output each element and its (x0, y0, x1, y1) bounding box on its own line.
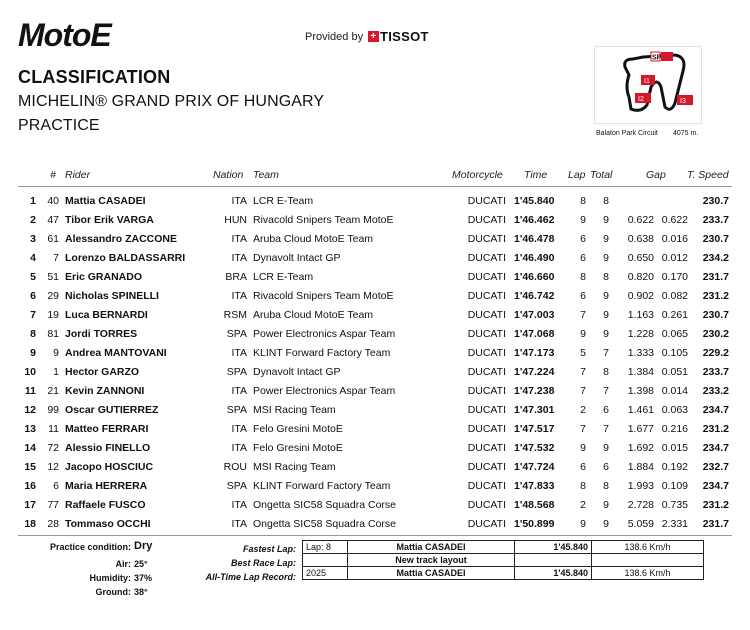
total-laps: 9 (603, 233, 609, 245)
top-speed: 230.2 (702, 328, 729, 340)
rider-number: 19 (47, 309, 59, 321)
position: 9 (30, 347, 36, 359)
col-header-lap: Lap (568, 169, 586, 181)
lap-time: 1'47.833 (514, 480, 555, 492)
rider-name: Alessio FINELLO (65, 442, 151, 454)
best-lap: 8 (580, 271, 586, 283)
rider-number: 1 (53, 366, 59, 378)
position: 11 (24, 385, 36, 397)
best-race-lap-note: New track layout (348, 554, 515, 567)
rider-name: Nicholas SPINELLI (65, 290, 159, 302)
circuit-name: Balaton Park Circuit (596, 130, 658, 137)
total-laps: 6 (603, 404, 609, 416)
top-speed: 230.7 (702, 309, 729, 321)
position: 17 (24, 499, 36, 511)
table-row (0, 382, 750, 401)
total-laps: 9 (603, 518, 609, 530)
fastest-lap-label: Fastest Lap: (242, 544, 296, 554)
fastest-lap-time: 1'45.840 (515, 541, 592, 554)
best-lap: 6 (580, 290, 586, 302)
gap-previous: 0.065 (661, 328, 688, 340)
team-name: Dynavolt Intact GP (253, 366, 341, 378)
practice-condition-value: Dry (134, 540, 153, 552)
motorcycle: DUCATI (467, 271, 506, 283)
rider-name: Hector GARZO (65, 366, 140, 378)
nation: ITA (231, 233, 247, 245)
team-name: KLINT Forward Factory Team (253, 480, 391, 492)
team-name: Rivacold Snipers Team MotoE (253, 290, 394, 302)
top-speed: 232.7 (702, 461, 729, 473)
motorcycle: DUCATI (467, 480, 506, 492)
top-speed: 234.7 (702, 480, 729, 492)
rider-name: Lorenzo BALDASSARRI (65, 252, 186, 264)
rider-name: Tibor Erik VARGA (65, 214, 154, 226)
rider-name: Luca BERNARDI (65, 309, 148, 321)
team-name: Ongetta SIC58 Squadra Corse (253, 499, 397, 511)
nation: SPA (226, 328, 247, 340)
sponsor-logo (368, 29, 429, 44)
nation: ITA (231, 423, 247, 435)
gap-first: 1.398 (627, 385, 654, 397)
nation: ITA (231, 347, 247, 359)
team-name: Power Electronics Aspar Team (253, 328, 396, 340)
nation: ROU (223, 461, 247, 473)
fastest-lap-rider: Mattia CASADEI (348, 541, 515, 554)
track-outline-icon (595, 47, 701, 123)
motorcycle: DUCATI (467, 214, 506, 226)
lap-time: 1'50.899 (514, 518, 555, 530)
rider-number: 11 (48, 423, 59, 435)
best-race-lap-time (515, 554, 592, 567)
table-row (0, 477, 750, 496)
lap-time: 1'47.173 (514, 347, 555, 359)
lap-time: 1'46.462 (514, 214, 555, 226)
best-lap: 6 (580, 233, 586, 245)
table-row (0, 439, 750, 458)
lap-time: 1'47.532 (514, 442, 555, 454)
motorcycle: DUCATI (467, 499, 506, 511)
gap-first: 1.692 (627, 442, 654, 454)
gap-previous: 0.735 (661, 499, 688, 511)
circuit-map (594, 46, 702, 124)
gap-previous: 0.192 (661, 461, 688, 473)
fastest-lap-row (303, 541, 704, 554)
total-laps: 8 (603, 271, 609, 283)
nation: ITA (231, 195, 247, 207)
session-name: PRACTICE (18, 117, 100, 134)
motorcycle: DUCATI (467, 385, 506, 397)
team-name: Aruba Cloud MotoE Team (253, 309, 374, 321)
gap-first: 1.384 (627, 366, 654, 378)
best-lap: 7 (580, 309, 586, 321)
best-lap: 2 (580, 404, 586, 416)
table-row (0, 325, 750, 344)
table-row (0, 249, 750, 268)
table-row (0, 230, 750, 249)
rider-number: 51 (47, 271, 59, 283)
col-header-time: Time (524, 169, 548, 181)
best-lap: 8 (580, 480, 586, 492)
col-header-rider: Rider (65, 169, 91, 181)
total-laps: 8 (603, 195, 609, 207)
total-laps: 7 (603, 385, 609, 397)
table-row (0, 192, 750, 211)
motorcycle: DUCATI (467, 233, 506, 245)
position: 2 (30, 214, 36, 226)
total-laps: 9 (603, 252, 609, 264)
table-row (0, 268, 750, 287)
nation: HUN (224, 214, 247, 226)
lap-time: 1'47.068 (514, 328, 555, 340)
team-name: Ongetta SIC58 Squadra Corse (253, 518, 397, 530)
alltime-record-speed: 138.6 Km/h (592, 567, 704, 580)
top-speed: 234.2 (702, 252, 729, 264)
top-speed: 234.7 (702, 404, 729, 416)
rider-number: 77 (47, 499, 59, 511)
team-name: MSI Racing Team (253, 404, 336, 416)
motoe-logo (18, 18, 168, 52)
document-title: CLASSIFICATION (18, 67, 171, 87)
col-header-team: Team (253, 169, 279, 181)
motorcycle: DUCATI (467, 461, 506, 473)
fastest-lap-number: Lap: 8 (303, 541, 348, 554)
position: 4 (30, 252, 36, 264)
col-header-total: Total (590, 169, 613, 181)
alltime-record-label: All-Time Lap Record: (205, 572, 296, 582)
table-row (0, 287, 750, 306)
motorcycle: DUCATI (467, 366, 506, 378)
top-speed: 231.2 (702, 423, 729, 435)
team-name: LCR E-Team (253, 271, 314, 283)
rider-number: 40 (47, 195, 59, 207)
top-speed: 229.2 (702, 347, 729, 359)
best-race-lap-empty (303, 554, 348, 567)
motorcycle: DUCATI (467, 442, 506, 454)
best-lap: 7 (580, 423, 586, 435)
swiss-cross-icon: + (368, 31, 379, 42)
best-lap: 2 (580, 499, 586, 511)
gap-previous: 0.261 (661, 309, 688, 321)
rider-number: 21 (47, 385, 59, 397)
team-name: LCR E-Team (253, 195, 314, 207)
gap-first: 0.638 (627, 233, 654, 245)
total-laps: 9 (603, 328, 609, 340)
total-laps: 9 (603, 309, 609, 321)
gap-previous: 0.016 (661, 233, 688, 245)
rider-name: Tommaso OCCHI (65, 518, 151, 530)
alltime-record-row (303, 567, 704, 580)
team-name: Rivacold Snipers Team MotoE (253, 214, 394, 226)
table-row (0, 515, 750, 534)
total-laps: 9 (603, 290, 609, 302)
gap-first: 1.993 (627, 480, 654, 492)
rider-name: Mattia CASADEI (65, 195, 146, 207)
rider-number: 99 (47, 404, 59, 416)
total-laps: 7 (603, 347, 609, 359)
team-name: Power Electronics Aspar Team (253, 385, 396, 397)
gap-first: 0.820 (627, 271, 654, 283)
position: 8 (30, 328, 36, 340)
total-laps: 9 (603, 442, 609, 454)
sector-label-i3: I3 (680, 98, 686, 105)
motorcycle: DUCATI (467, 518, 506, 530)
rider-number: 28 (47, 518, 59, 530)
best-lap: 9 (580, 214, 586, 226)
gap-first: 0.902 (627, 290, 654, 302)
team-name: Aruba Cloud MotoE Team (253, 233, 374, 245)
top-speed: 233.7 (702, 366, 729, 378)
provided-by-text: Provided by (305, 31, 364, 43)
gap-previous: 0.622 (661, 214, 688, 226)
lap-time: 1'47.517 (514, 423, 555, 435)
rider-name: Raffaele FUSCO (65, 499, 146, 511)
motorcycle: DUCATI (467, 347, 506, 359)
position: 6 (30, 290, 36, 302)
gap-first: 0.650 (627, 252, 654, 264)
gap-previous: 0.109 (661, 480, 688, 492)
total-laps: 9 (603, 499, 609, 511)
alltime-record-year: 2025 (303, 567, 348, 580)
best-lap: 9 (580, 328, 586, 340)
top-speed: 231.7 (702, 518, 729, 530)
position: 5 (30, 271, 36, 283)
gap-first: 1.228 (627, 328, 654, 340)
position: 13 (24, 423, 36, 435)
nation: RSM (223, 309, 247, 321)
air-value: 25° (134, 559, 148, 569)
sector-marker-sf-red (661, 52, 673, 61)
table-row (0, 211, 750, 230)
position: 16 (24, 480, 36, 492)
motorcycle: DUCATI (467, 309, 506, 321)
gap-previous: 0.063 (661, 404, 688, 416)
best-lap: 9 (580, 442, 586, 454)
rider-name: Oscar GUTIERREZ (65, 404, 159, 416)
rider-name: Jordi TORRES (65, 328, 138, 340)
table-row (0, 306, 750, 325)
rider-number: 47 (47, 214, 59, 226)
gap-previous: 0.012 (661, 252, 688, 264)
sector-label-sf: SF (652, 54, 661, 62)
event-name: MICHELIN® GRAND PRIX OF HUNGARY (18, 93, 325, 110)
sector-label-i2: I2 (638, 96, 644, 103)
nation: ITA (231, 290, 247, 302)
col-header-gap: Gap (646, 169, 666, 181)
header-divider (18, 186, 732, 187)
lap-time: 1'47.724 (514, 461, 555, 473)
table-row (0, 344, 750, 363)
best-lap: 5 (580, 347, 586, 359)
top-speed: 233.2 (702, 385, 729, 397)
motorcycle: DUCATI (467, 328, 506, 340)
gap-first: 2.728 (627, 499, 654, 511)
top-speed: 231.2 (702, 499, 729, 511)
top-speed: 230.7 (702, 233, 729, 245)
table-bottom-divider (18, 535, 732, 536)
col-header-pos: # (50, 169, 56, 181)
gap-first: 5.059 (627, 518, 654, 530)
rider-number: 6 (53, 480, 59, 492)
rider-number: 61 (47, 233, 59, 245)
nation: ITA (231, 442, 247, 454)
team-name: Felo Gresini MotoE (253, 423, 343, 435)
rider-number: 29 (47, 290, 59, 302)
table-row (0, 496, 750, 515)
rider-name: Alessandro ZACCONE (65, 233, 178, 245)
motorcycle: DUCATI (467, 195, 506, 207)
best-lap: 7 (580, 366, 586, 378)
nation: SPA (226, 366, 247, 378)
total-laps: 6 (603, 461, 609, 473)
lap-time: 1'46.478 (514, 233, 555, 245)
position: 15 (24, 461, 36, 473)
motorcycle: DUCATI (467, 423, 506, 435)
total-laps: 8 (603, 366, 609, 378)
air-label: Air: (115, 559, 131, 569)
nation: ITA (231, 499, 247, 511)
top-speed: 234.7 (702, 442, 729, 454)
total-laps: 9 (603, 214, 609, 226)
records-table (302, 540, 704, 580)
lap-time: 1'45.840 (514, 195, 555, 207)
practice-condition-label: Practice condition: (49, 542, 131, 552)
nation: ITA (231, 252, 247, 264)
position: 3 (30, 233, 36, 245)
nation: ITA (231, 518, 247, 530)
gap-first: 1.163 (627, 309, 654, 321)
sector-label-i1: I1 (644, 78, 650, 85)
nation: ITA (231, 385, 247, 397)
rider-name: Matteo FERRARI (65, 423, 149, 435)
nation: SPA (226, 480, 247, 492)
ground-label: Ground: (95, 587, 131, 597)
humidity-label: Humidity: (89, 573, 131, 583)
lap-time: 1'48.568 (514, 499, 555, 511)
rider-name: Eric GRANADO (65, 271, 143, 283)
best-race-lap-row (303, 554, 704, 567)
gap-previous: 2.331 (661, 518, 688, 530)
best-lap: 6 (580, 252, 586, 264)
table-row (0, 363, 750, 382)
col-header-speed: T. Speed (687, 169, 729, 181)
gap-first: 1.677 (627, 423, 654, 435)
lap-time: 1'46.490 (514, 252, 555, 264)
position: 7 (30, 309, 36, 321)
total-laps: 8 (603, 480, 609, 492)
lap-time: 1'47.003 (514, 309, 555, 321)
lap-time: 1'46.660 (514, 271, 555, 283)
gap-previous: 0.082 (661, 290, 688, 302)
gap-previous: 0.216 (661, 423, 688, 435)
position: 10 (24, 366, 36, 378)
gap-previous: 0.015 (661, 442, 688, 454)
position: 18 (24, 518, 36, 530)
motorcycle: DUCATI (467, 252, 506, 264)
lap-time: 1'47.224 (514, 366, 555, 378)
position: 12 (24, 404, 36, 416)
logo-wordmark: MotoE (18, 18, 111, 52)
rider-name: Jacopo HOSCIUC (65, 461, 154, 473)
gap-first: 1.333 (627, 347, 654, 359)
table-row (0, 401, 750, 420)
rider-name: Andrea MANTOVANI (65, 347, 167, 359)
best-race-lap-label: Best Race Lap: (230, 558, 296, 568)
gap-previous: 0.170 (661, 271, 688, 283)
team-name: Dynavolt Intact GP (253, 252, 341, 264)
gap-previous: 0.014 (661, 385, 688, 397)
rider-number: 7 (53, 252, 59, 264)
motorcycle: DUCATI (467, 404, 506, 416)
motorcycle: DUCATI (467, 290, 506, 302)
lap-time: 1'47.238 (514, 385, 555, 397)
alltime-record-time: 1'45.840 (515, 567, 592, 580)
sponsor-name: TISSOT (380, 29, 429, 44)
ground-value: 38° (134, 587, 148, 597)
nation: SPA (226, 404, 247, 416)
gap-previous: 0.105 (661, 347, 688, 359)
team-name: MSI Racing Team (253, 461, 336, 473)
best-lap: 7 (580, 385, 586, 397)
gap-previous: 0.051 (661, 366, 688, 378)
circuit-length: 4075 m. (673, 130, 699, 137)
col-header-motorcycle: Motorcycle (452, 169, 503, 181)
position: 1 (30, 195, 36, 207)
rider-number: 12 (47, 461, 59, 473)
col-header-nation: Nation (213, 169, 244, 181)
rider-number: 9 (53, 347, 59, 359)
position: 14 (24, 442, 36, 454)
rider-name: Maria HERRERA (65, 480, 148, 492)
alltime-record-rider: Mattia CASADEI (348, 567, 515, 580)
top-speed: 233.7 (702, 214, 729, 226)
gap-first: 0.622 (627, 214, 654, 226)
best-lap: 6 (580, 461, 586, 473)
best-lap: 9 (580, 518, 586, 530)
rider-name: Kevin ZANNONI (65, 385, 145, 397)
gap-first: 1.461 (627, 404, 654, 416)
fastest-lap-speed: 138.6 Km/h (592, 541, 704, 554)
team-name: Felo Gresini MotoE (253, 442, 343, 454)
gap-first: 1.884 (627, 461, 654, 473)
top-speed: 230.7 (702, 195, 729, 207)
top-speed: 231.2 (702, 290, 729, 302)
table-row (0, 420, 750, 439)
team-name: KLINT Forward Factory Team (253, 347, 391, 359)
rider-number: 72 (47, 442, 59, 454)
rider-number: 81 (47, 328, 59, 340)
best-lap: 8 (580, 195, 586, 207)
lap-time: 1'46.742 (514, 290, 555, 302)
best-race-lap-speed (592, 554, 704, 567)
table-row (0, 458, 750, 477)
lap-time: 1'47.301 (514, 404, 555, 416)
top-speed: 231.7 (702, 271, 729, 283)
nation: BRA (225, 271, 247, 283)
humidity-value: 37% (134, 573, 153, 583)
total-laps: 7 (603, 423, 609, 435)
